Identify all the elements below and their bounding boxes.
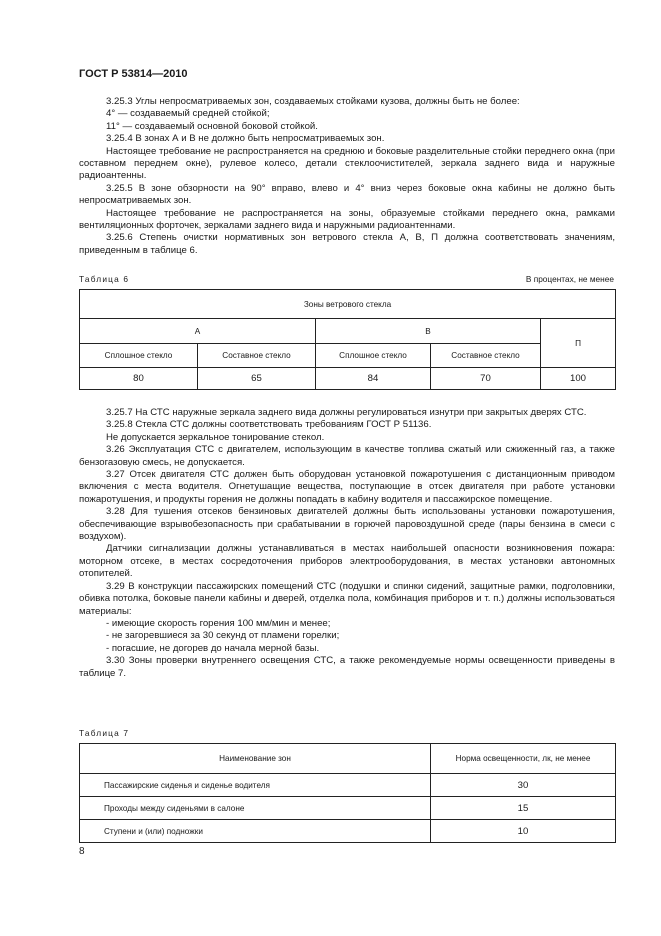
- paragraph: 3.26 Эксплуатация СТС с двигателем, использующим в качестве топлива сжатый или сжиженный газ, а также бензогазовую смесь, не допускается.: [79, 444, 615, 468]
- table6-zone-a: А: [80, 319, 316, 344]
- paragraph: 3.25.6 Степень очистки нормативных зон ветрового стекла А, В, П должна соответствовать значениям, приведенным в таблице 6.: [79, 232, 615, 256]
- table6-subheader: Составное стекло: [198, 344, 316, 368]
- section-3-25: [79, 96, 615, 257]
- list-item: - погасшие, не догорев до начала мерной базы.: [106, 642, 320, 654]
- paragraph: 4° — создаваемый средней стойкой;: [106, 108, 270, 120]
- paragraph: 3.25.8 Стекла СТС должны соответствовать требованиям ГОСТ Р 51136.: [106, 419, 432, 431]
- list-item: - не загоревшиеся за 30 секунд от пламени горелки;: [106, 630, 340, 642]
- paragraph: 3.29 В конструкции пассажирских помещений СТС (подушки и спинки сидений, защитные рамки, подголовники, обивка потолка, боковые панели кабины и дверей, отделка пола, комбинация приборов и т. п.) должны использоваться материалы:: [79, 580, 615, 617]
- table7-header-norm: Норма освещенности, лк, не менее: [431, 744, 616, 774]
- table6-value: 100: [541, 368, 616, 390]
- paragraph: 3.25.7 На СТС наружные зеркала заднего вида должны регулироваться изнутри при закрытых дверях СТС.: [106, 407, 587, 418]
- list-item: - имеющие скорость горения 100 мм/мин и менее;: [106, 617, 331, 629]
- paragraph: Настоящее требование не распространяется на среднюю и боковые разделительные стойки переднего окна (при составном переднем окне), рулевое колесо, детали стеклоочистителей, зеркала заднего вида и наружные радиоантенны.: [79, 145, 615, 182]
- table6-value: 70: [431, 368, 541, 390]
- table6-subheader: Сплошное стекло: [80, 344, 198, 368]
- table6-value: 80: [80, 368, 198, 390]
- paragraph: 3.28 Для тушения отсеков бензиновых двигателей должны быть использованы установки пожаротушения, обеспечивающие взрывобезопасность при срабатывании в горючей паровоздушной среде (пары бензина в смеси с воздухом).: [79, 506, 615, 543]
- table7-caption: Таблица 7: [79, 728, 130, 738]
- table6-zone-p: П: [541, 319, 616, 368]
- table7: [79, 743, 616, 843]
- section-3-25-7-to-3-30: [79, 407, 615, 680]
- paragraph: 3.30 Зоны проверки внутреннего освещения СТС, а также рекомендуемые нормы освещенности приведены в таблице 7.: [79, 655, 615, 679]
- table6-group-header: Зоны ветрового стекла: [80, 290, 616, 319]
- table6-zone-b: В: [316, 319, 541, 344]
- paragraph: Не допускается зеркальное тонирование стекол.: [106, 431, 325, 443]
- paragraph: 3.27 Отсек двигателя СТС должен быть оборудован установкой пожаротушения с дистанционным приводом включения с места водителя. Огнетушащие вещества, поступающие в отсек двигателя при работе установки пожаротушения, и продукты горения не должны попадать в кабину водителя и пассажирское помещение.: [79, 469, 615, 505]
- table7-row-value: 10: [431, 820, 616, 843]
- table7-row-name: Проходы между сиденьями в салоне: [80, 797, 431, 820]
- table7-row-value: 30: [431, 774, 616, 797]
- doc-code-header: ГОСТ Р 53814—2010: [79, 68, 188, 80]
- paragraph: 3.25.4 В зонах А и В не должно быть непросматриваемых зон.: [106, 133, 385, 145]
- table6-caption: Таблица 6: [79, 274, 130, 284]
- table6-value: 84: [316, 368, 431, 390]
- paragraph: Настоящее требование не распространяется на зоны, образуемые стойками переднего окна, рамками вентиляционных форточек, зеркалами заднего вида и наружными радиоантеннами.: [79, 207, 615, 232]
- paragraph: 3.25.3 Углы непросматриваемых зон, создаваемых стойками кузова, должны быть не более:: [106, 96, 520, 107]
- table6: [79, 289, 616, 390]
- table7-row-value: 15: [431, 797, 616, 820]
- table6-value: 65: [198, 368, 316, 390]
- page-number: 8: [79, 846, 85, 857]
- table7-row-name: Ступени и (или) подножки: [80, 820, 431, 843]
- table7-header-zone: Наименование зон: [80, 744, 431, 774]
- paragraph: Датчики сигнализации должны устанавливаться в местах наибольшей опасности возникновения пожара: моторном отсеке, в местах сосредоточения приборов электрооборудования, в местах установки автономных отопителей.: [79, 543, 615, 580]
- table6-subheader: Составное стекло: [431, 344, 541, 368]
- paragraph: 3.25.5 В зоне обзорности на 90° вправо, влево и 4° вниз через боковые окна кабины не должно быть непросматриваемых зон.: [79, 182, 615, 207]
- table7-row-name: Пассажирские сиденья и сиденье водителя: [80, 774, 431, 797]
- paragraph: 11° — создаваемый основной боковой стойкой.: [106, 120, 318, 132]
- table6-unit-note: В процентах, не менее: [525, 274, 614, 284]
- table6-subheader: Сплошное стекло: [316, 344, 431, 368]
